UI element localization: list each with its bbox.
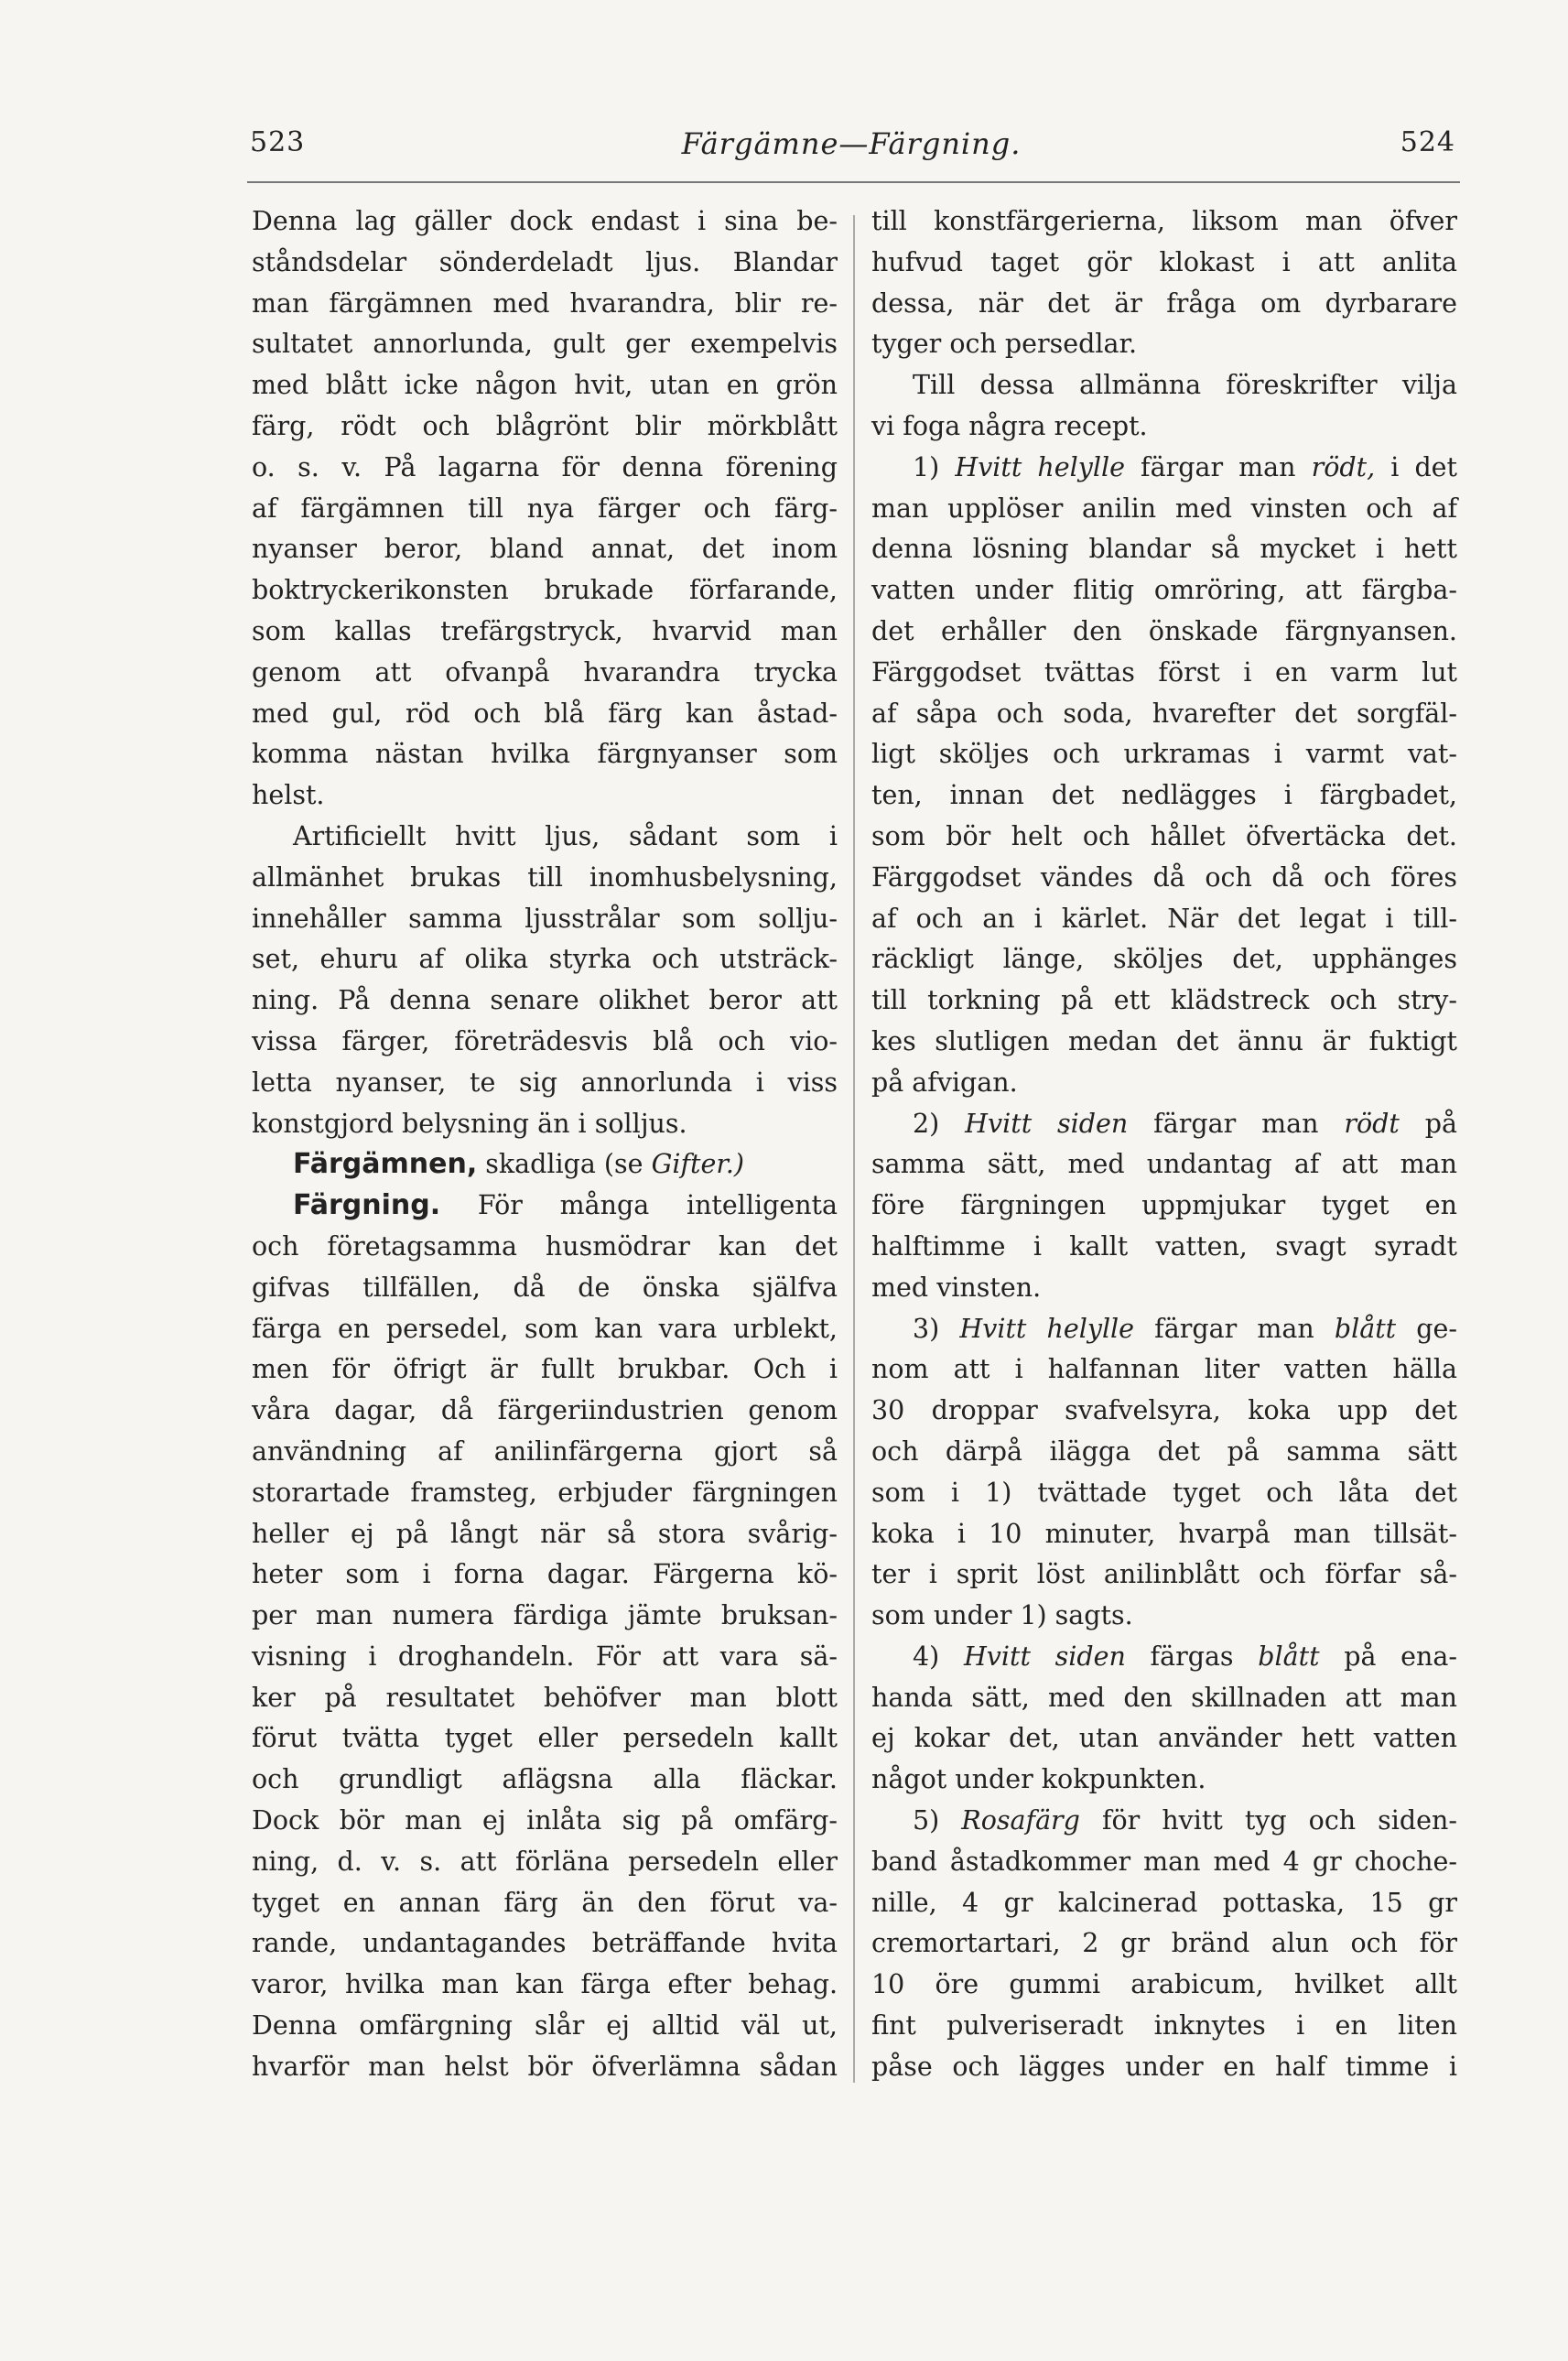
- text-line: vissa färger, företrädesvis blå och vio-: [252, 1025, 838, 1056]
- recipe-4-line: [871, 1637, 1457, 1678]
- text-line: ligt sköljes och urkramas i varmt vat-: [871, 739, 1457, 770]
- headword-fargning: Färgning.: [293, 1189, 441, 1222]
- recipe-color: blått: [1334, 1313, 1397, 1344]
- text-line: och företagsamma husmödrar kan det: [252, 1230, 838, 1262]
- text-line: per man numera färdiga jämte bruksan-: [252, 1600, 838, 1631]
- recipe-subject: Hvitt helylle: [955, 451, 1125, 482]
- text-line: påse och lägges under en half timme i: [871, 2051, 1457, 2082]
- text-line: band åstadkommer man med 4 gr choche-: [871, 1846, 1457, 1877]
- text-line: som kallas trefärgstryck, hvarvid man: [252, 615, 838, 646]
- text-line: och grundligt aflägsna alla fläckar.: [252, 1764, 838, 1795]
- text-line: det erhåller den önskade färgnyansen.: [871, 615, 1457, 646]
- text-line: varor, hvilka man kan färga efter behag.: [252, 1969, 838, 2000]
- text-line: innehåller samma ljusstrålar som sollju-: [252, 903, 838, 934]
- recipe-subject: Hvitt siden: [965, 1108, 1129, 1139]
- text-line: konstgjord belysning än i solljus.: [252, 1108, 687, 1139]
- text-line: kes slutligen medan det ännu är fuktigt: [871, 1025, 1457, 1056]
- text-line: 10 öre gummi arabicum, hvilket allt: [871, 1969, 1457, 2000]
- recipe-subject: Hvitt helylle: [959, 1313, 1135, 1344]
- recipe-number: 2): [913, 1108, 966, 1139]
- text-line: ter i sprit löst anilinblått och förfar så-: [871, 1559, 1457, 1590]
- recipe-text: färgas: [1125, 1641, 1259, 1672]
- entry-line-fargamnen: [252, 1144, 838, 1186]
- entry-text: För många intelligenta: [440, 1190, 838, 1221]
- text-line: räckligt länge, sköljes det, upphänges: [871, 944, 1457, 975]
- text-line: 30 droppar svafvelsyra, koka upp det: [871, 1395, 1457, 1426]
- text-line: af och an i kärlet. När det legat i till-: [871, 903, 1457, 934]
- text-line: något under kokpunkten.: [871, 1764, 1206, 1795]
- text-line: heller ej på långt när så stora svårig-: [252, 1518, 838, 1549]
- recipe-text: ge-: [1396, 1313, 1457, 1344]
- recipe-color: rödt: [1344, 1108, 1400, 1139]
- recipe-text: färgar man: [1124, 451, 1312, 482]
- text-line: ker på resultatet behöfver man blott: [252, 1682, 838, 1713]
- text-line: af färgämnen till nya färger och färg-: [252, 493, 838, 524]
- entry-text: skadliga (se: [477, 1149, 652, 1180]
- recipe-text: på: [1399, 1108, 1458, 1139]
- recipe-text: på ena-: [1319, 1641, 1457, 1672]
- text-line: nyanser beror, bland annat, det inom: [252, 534, 838, 565]
- recipe-text: färgar man: [1134, 1313, 1335, 1344]
- text-line: o. s. v. På lagarna för denna förening: [252, 451, 838, 482]
- text-line: färga en persedel, som kan vara urblekt,: [252, 1313, 838, 1344]
- running-title: Färgämne—Färgning.: [681, 126, 1022, 161]
- text-line: ning. På denna senare olikhet beror att: [252, 985, 838, 1016]
- text-line: heter som i forna dagar. Färgerna kö-: [252, 1559, 838, 1590]
- text-line: gifvas tillfällen, då de önska själfva: [252, 1272, 838, 1303]
- cross-reference: Gifter.): [651, 1149, 745, 1180]
- recipe-text: färgar man: [1128, 1108, 1345, 1139]
- text-line: man upplöser anilin med vinsten och af: [871, 493, 1457, 524]
- text-line: nille, 4 gr kalcinerad pottaska, 15 gr: [871, 1887, 1457, 1918]
- right-text-column: [871, 201, 1457, 2088]
- text-line: ten, innan det nedlägges i färgbadet,: [871, 780, 1457, 811]
- text-line: denna lösning blandar så mycket i hett: [871, 534, 1457, 565]
- text-line: helst.: [252, 780, 325, 811]
- text-line: dessa, när det är fråga om dyrbarare: [871, 287, 1457, 319]
- text-line: förut tvätta tyget eller persedeln kallt: [252, 1723, 838, 1754]
- recipe-number: 3): [913, 1313, 960, 1344]
- text-line: Till dessa allmänna föreskrifter vilja: [913, 370, 1457, 401]
- text-line: som under 1) sagts.: [871, 1600, 1133, 1631]
- text-line: Dock bör man ej inlåta sig på omfärg-: [252, 1805, 838, 1836]
- recipe-1-line: [871, 448, 1457, 489]
- page-header: [247, 126, 1455, 172]
- text-line: boktryckerikonsten brukade förfarande,: [252, 575, 838, 606]
- recipe-text: i det: [1375, 451, 1458, 482]
- text-line: koka i 10 minuter, hvarpå man tillsät-: [871, 1518, 1457, 1549]
- text-line: storartade framsteg, erbjuder färgningen: [252, 1477, 838, 1508]
- text-line: till konstfärgerierna, liksom man öfver: [871, 206, 1457, 236]
- text-line: med vinsten.: [871, 1272, 1042, 1303]
- text-line: Denna omfärgning slår ej alltid väl ut,: [252, 2010, 838, 2042]
- text-line: ning, d. v. s. att förläna persedeln eller: [252, 1846, 838, 1877]
- text-line: användning af anilinfärgerna gjort så: [252, 1435, 838, 1467]
- text-line: med gul, röd och blå färg kan åstad-: [252, 698, 838, 729]
- text-line: samma sätt, med undantag af att man: [871, 1149, 1457, 1180]
- text-line: sultatet annorlunda, gult ger exempelvis: [252, 329, 838, 360]
- text-line: till torkning på ett klädstreck och stry-: [871, 985, 1457, 1016]
- text-line: färg, rödt och blågrönt blir mörkblått: [252, 410, 838, 441]
- recipe-subject: Hvitt siden: [963, 1641, 1126, 1672]
- text-line: men för öfrigt är fullt brukbar. Och i: [252, 1354, 838, 1385]
- text-line: vatten under flitig omröring, att färgba-: [871, 575, 1457, 606]
- recipe-subject: Rosafärg: [961, 1805, 1080, 1836]
- entry-line-fargning: [252, 1186, 838, 1227]
- text-line: halftimme i kallt vatten, svagt syradt: [871, 1230, 1457, 1262]
- text-line: Färggodset vändes då och då och föres: [871, 861, 1457, 893]
- text-line: tyget en annan färg än den förut va-: [252, 1887, 838, 1918]
- text-line: cremortartari, 2 gr bränd alun och för: [871, 1928, 1457, 1959]
- text-line: våra dagar, då färgeriindustrien genom: [252, 1395, 838, 1426]
- text-line: nom att i halfannan liter vatten hälla: [871, 1354, 1457, 1385]
- text-line: med blått icke någon hvit, utan en grön: [252, 370, 838, 401]
- text-line: Färggodset tvättas först i en varm lut: [871, 656, 1457, 688]
- headword-fargamnen: Färgämnen,: [293, 1148, 478, 1181]
- recipe-color: rödt,: [1311, 451, 1376, 482]
- text-line: komma nästan hvilka färgnyanser som: [252, 739, 838, 770]
- text-line: tyger och persedlar.: [871, 329, 1138, 360]
- text-line: letta nyanser, te sig annorlunda i viss: [252, 1067, 838, 1098]
- text-line: visning i droghandeln. För att vara sä-: [252, 1641, 838, 1672]
- text-line: genom att ofvanpå hvarandra trycka: [252, 656, 838, 688]
- text-line: hufvud taget gör klokast i att anlita: [871, 246, 1457, 277]
- left-page-number: 523: [250, 126, 306, 158]
- text-line: före färgningen uppmjukar tyget en: [871, 1190, 1457, 1221]
- text-line: handa sätt, med den skillnaden att man: [871, 1682, 1457, 1713]
- text-line: Artificiellt hvitt ljus, sådant som i: [293, 820, 838, 851]
- recipe-color: blått: [1258, 1641, 1320, 1672]
- recipe-3-line: [871, 1309, 1457, 1350]
- column-divider: [853, 215, 855, 2083]
- recipe-number: 4): [913, 1641, 964, 1672]
- recipe-text: för hvitt tyg och siden-: [1079, 1805, 1457, 1836]
- recipe-2-line: [871, 1104, 1457, 1145]
- recipe-number: 5): [913, 1805, 962, 1836]
- text-line: rande, undantagandes beträffande hvita: [252, 1928, 838, 1959]
- text-line: set, ehuru af olika styrka och utsträck-: [252, 944, 838, 975]
- text-line: ej kokar det, utan använder hett vatten: [871, 1723, 1457, 1754]
- text-line: och därpå ilägga det på samma sätt: [871, 1435, 1457, 1467]
- text-line: ståndsdelar sönderdeladt ljus. Blandar: [252, 246, 838, 277]
- text-line: på afvigan.: [871, 1067, 1018, 1098]
- right-page-number: 524: [1400, 126, 1455, 158]
- text-line: allmänhet brukas till inomhusbelysning,: [252, 861, 838, 893]
- text-line: Denna lag gäller dock endast i sina be-: [252, 206, 838, 236]
- left-text-column: [252, 201, 838, 2088]
- text-line: vi foga några recept.: [871, 410, 1148, 441]
- header-rule: [247, 181, 1460, 183]
- recipe-number: 1): [913, 451, 956, 482]
- text-line: man färgämnen med hvarandra, blir re-: [252, 287, 838, 319]
- recipe-5-line: [871, 1801, 1457, 1842]
- text-line: hvarför man helst bör öfverlämna sådan: [252, 2051, 838, 2082]
- text-line: som i 1) tvättade tyget och låta det: [871, 1477, 1457, 1508]
- text-line: fint pulveriseradt inknytes i en liten: [871, 2010, 1457, 2042]
- text-line: som bör helt och hållet öfvertäcka det.: [871, 820, 1457, 851]
- text-line: af såpa och soda, hvarefter det sorgfäl-: [871, 698, 1457, 729]
